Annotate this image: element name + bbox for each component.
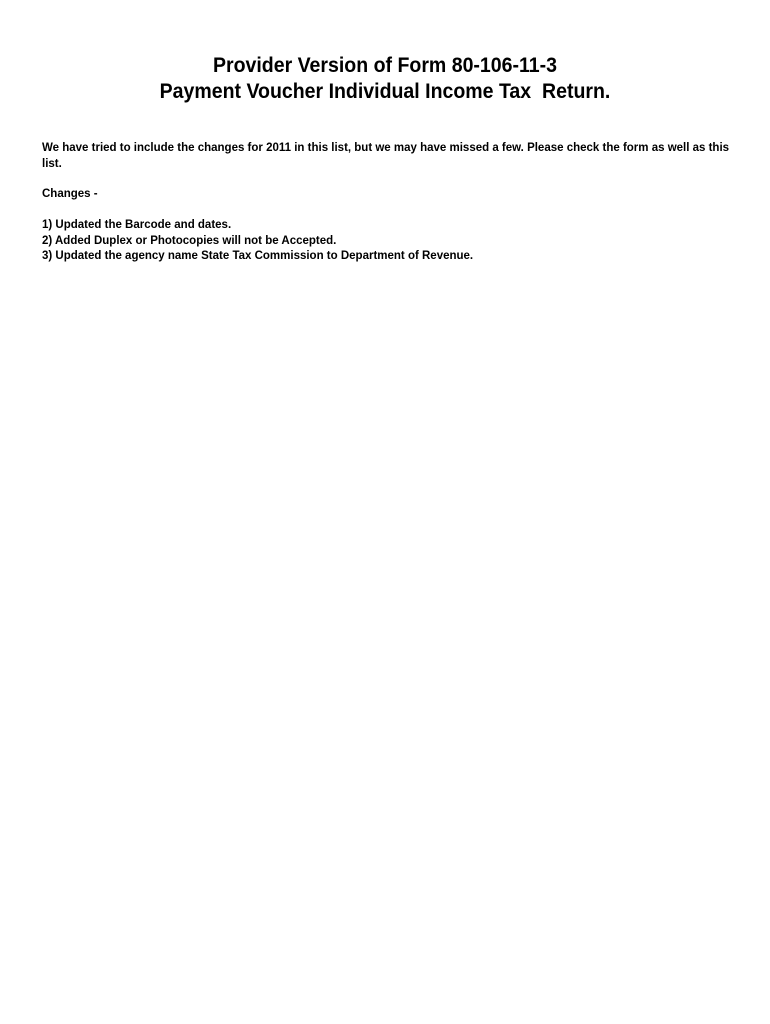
title-line-1: Provider Version of Form 80-106-11-3 xyxy=(212,54,558,77)
change-item: 1) Updated the Barcode and dates. xyxy=(42,219,232,231)
change-item: 3) Updated the agency name State Tax Commission to Department of Revenue. xyxy=(42,250,474,262)
document-title xyxy=(0,53,770,105)
title-line-2: Payment Voucher Individual Income Tax Return. xyxy=(159,80,611,103)
intro-paragraph: We have tried to include the changes for 2011 in this list, but we may have missed a few. Please check the form as well as this list. xyxy=(42,142,730,170)
change-item: 2) Added Duplex or Photocopies will not be Accepted. xyxy=(42,234,337,247)
changes-heading: Changes - xyxy=(42,188,98,200)
changes-list xyxy=(42,218,473,265)
